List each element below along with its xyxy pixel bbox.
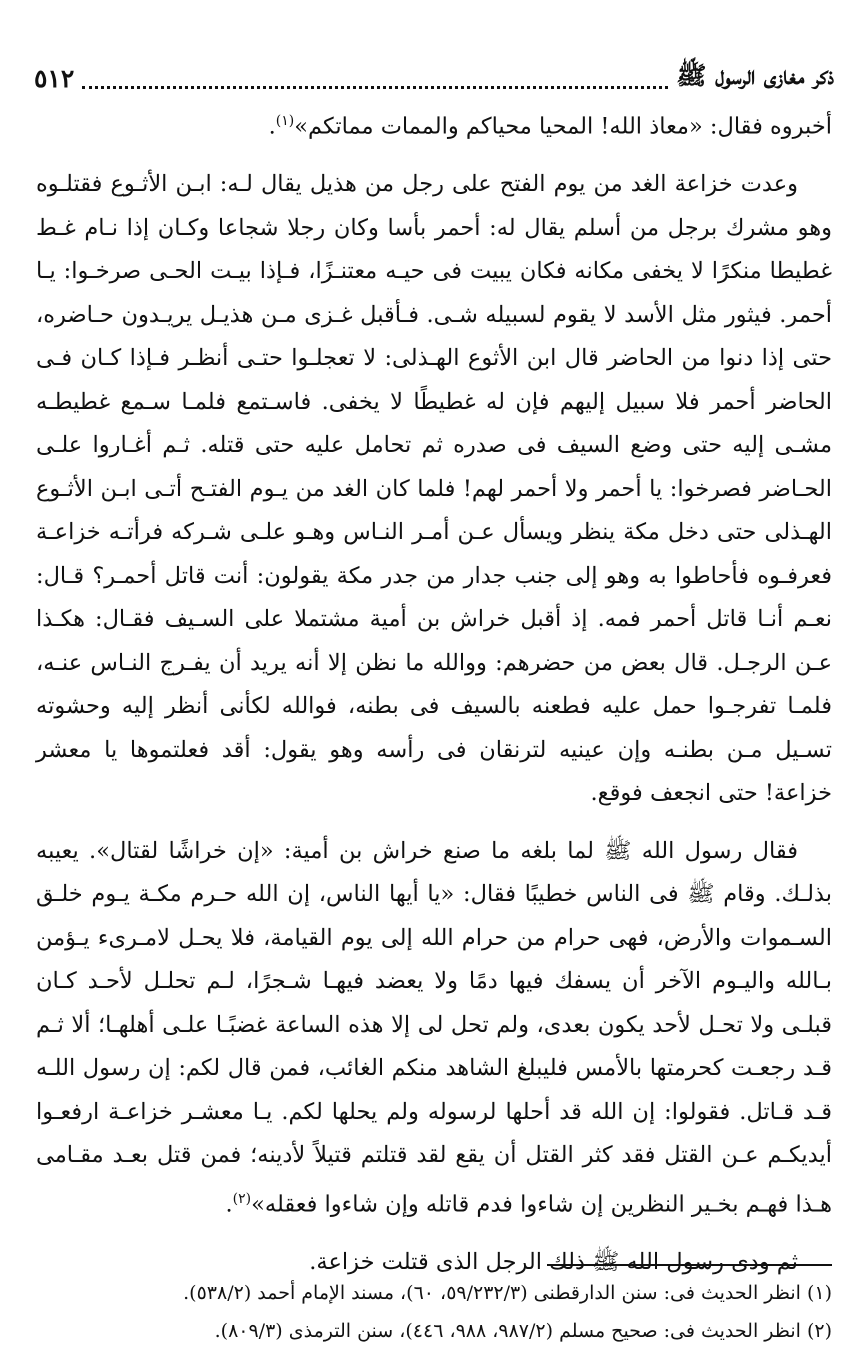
page-number: ٥١٢ <box>34 63 75 93</box>
footnote-2: (٢) انظر الحديث فى: صحيح مسلم (٩٨٧/٢، ٩٨٨، ٤٤٦)، سنن الترمذى (٨٠٩/٣). <box>214 1320 832 1342</box>
text-line: عينيه لترنقان فى رأسه وهو يقول: أقد فعلتموها يا معشر خزاعة! حتى انجعف فوقع. <box>36 736 832 806</box>
text-line: حمل عليه فطعنه بالسيف فى بطنه، فوالله لكأنى أنظر إليه وحشوته تسـيل مـن بطنـه وإن <box>36 693 832 763</box>
text-line: وهو مشرك برجل من أسلم يقال له: أحمر بأسا وكان رجلا شجاعا وكـان إذا نـام غـط <box>36 214 832 241</box>
text-line: وقام ﷺ فى الناس خطيبًا فقال: «يا أيها الناس، إن الله حـرم مكـة يـوم خلـق السـموات <box>36 881 832 951</box>
text-line: ثم ودى رسول الله ﷺ ذلك الرجل الذى قتلت خزاعة. <box>309 1248 798 1275</box>
text-line: أخبروه فقال: «معاذ الله! المحيا محياكم والممات مماتكم» <box>294 113 832 140</box>
text-line: غطيطا منكرًا لا يخفى مكانه فكان يبيت فى حيـه معتنـزًا، فـإذا بيـت الحـى صرخـوا: يـا <box>36 258 832 284</box>
text-line: القتل فقد كثر القتل أن يقع لقد قتلتم قتيلاً لأدينه؛ فمن قتل بعـد مقـامى هـذا فهـم بخـير <box>36 1142 832 1217</box>
paragraph-2: فقال رسول الله ﷺ لما بلغه ما صنع خراش بن أمية: «إن خراشًا لقتال». يعيبه بذلـك. وقام ﷺ فى الناس خطيبًا فقال: «يا أيها الناس، إن الله حـرم مكـة يـوم خلـق السـموات والأرض، فهى حرام من حرام الله إلى يوم القيامة، فلا يحـل لامـرىء يـؤمن بـالله واليـوم الآخر أن يسفك فيها دمًا ولا يعضد فيهـا شـجرًا، لـم تحلـل لأحـد كـان قبلـى ولا تحـل لأحد يكون بعدى، ولم تحل لى إلا هذه الساعة غضبًـا علـى أهلهـا؛ ألا ثـم قـد رجعـت كحرمتها بالأمس فليبلغ الشاهد منكم الغائب، فمن قال لكم: إن رسول اللـه قـد قـاتل. فقولوا: إن الله قد أحلها لرسوله ولم يحلها لكم. يـا معشـر خزاعـة ارفعـوا أيديكـم عـن القتل فقد كثر القتل أن يقع لقد قتلتم قتيلاً لأدينه؛ فمن قتل بعـد مقـامى هـذا فهـم بخـير النظرين إن شاءوا فدم قاتله وإن شاءوا فعقله»$^{(٢)}$. <box>36 837 833 1217</box>
footnote-1: (١) انظر الحديث فى: سنن الدارقطنى (٥٩/٢٣٢/٣، ٦٠)، مسند الإمام أحمد (٥٣٨/٢). <box>183 1282 832 1304</box>
text-line: والأرض، فهى حرام من حرام الله إلى يوم القيامة، فلا يحـل لامـرىء يـؤمن بـالله واليـوم <box>36 924 833 994</box>
running-header <box>34 58 834 98</box>
main-text <box>36 100 832 1284</box>
text-line: فقولوا: إن الله قد أحلها لرسوله ولم يحلها لكم. يـا معشـر خزاعـة ارفعـوا أيديكـم عـن <box>36 1098 832 1168</box>
chapter-title: ذكر مغازى الرسول ﷺ <box>676 60 834 90</box>
footnote-ref-2: (٢) <box>232 1190 252 1207</box>
text-line: حتى إذا دنوا من الحاضر قال ابن الأثوع الهـذلى: لا تعجلـوا حتـى أنظـر فـإذا كـان فـى <box>36 345 832 371</box>
footnote-separator <box>547 1264 832 1266</box>
footnotes <box>36 1274 832 1350</box>
text-line: وعدت خزاعة الغد من يوم الفتح على رجل من هذيل يقال لـه: ابـن الأثـوع فقتلـوه <box>36 171 798 197</box>
footnote-ref-1: (١) <box>275 113 295 129</box>
text-line: فصرخوا: يا أحمر ولا أحمر لهم! فلما كان الغد من يـوم الفتـح أتـى ابـن الأثـوع الهـذلى <box>36 475 832 545</box>
leader-dots <box>82 68 668 89</box>
text-line: إليه حتى وضع السيف فى صدره ثم تحامل عليه حتى قتله. ثـم أغـاروا علـى الحـاضر <box>36 432 832 502</box>
text-line: فقال رسول الله ﷺ لما بلغه ما صنع خراش بن أمية: «إن خراشًا لقتال». يعيبه بذلـك. <box>36 837 832 907</box>
text-line: الحاضر أحمر فلا سبيل إليهم فإن له غطيطًا لا يخفى. فاسـتمع فلمـا سـمع غطيطـه مشـى <box>36 388 833 458</box>
text-line: قال بعض من حضرهم: ووالله ما نظن إلا أنه يريد أن يفـرج النـاس عنـه، فلمـا تفرجـوا <box>36 649 833 719</box>
text-line: لأحد يكون بعدى، ولم تحل لى إلا هذه الساعة غضبًـا علـى أهلهـا؛ ألا ثـم قـد رجعـت <box>36 1011 833 1081</box>
text-line: الآخر أن يسفك فيها دمًا ولا يعضد فيهـا شـجرًا، لـم تحلـل لأحـد كـان قبلـى ولا تحـل <box>36 968 832 1038</box>
text-line: حتى دخل مكة ينظر ويسأل عـن أمـر النـاس وهـو علـى شـركه فرأتـه خزاعـة فعرفـوه <box>36 519 832 589</box>
text-line: أحمر. فيثور مثل الأسد لا يقوم لسبيله شـى. فـأقبل غـزى مـن هذيـل يريـدون حـاضره، <box>36 301 832 328</box>
text-line: قاتل أحمر فمه. إذ أقبل خراش بن أمية مشتملا على السـيف فقـال: هكـذا عـن الرجـل. <box>36 606 832 676</box>
text-line: كحرمتها بالأمس فليبلغ الشاهد منكم الغائب، فمن قال لكم: إن رسول اللـه قـد قـاتل. <box>36 1055 833 1125</box>
text-line: فأحاطوا به وهو إلى جنب جدار من جدر مكة يقولون: أنت قاتل أحمـر؟ قـال: نعـم أنـا <box>36 562 833 632</box>
paragraph-1 <box>36 163 832 816</box>
text-line: النظرين إن شاءوا فدم قاتله وإن شاءوا فعقله» <box>251 1191 685 1217</box>
paragraph-0: أخبروه فقال: «معاذ الله! المحيا محياكم والممات مماتكم»$^{(١)}$. <box>268 113 832 140</box>
